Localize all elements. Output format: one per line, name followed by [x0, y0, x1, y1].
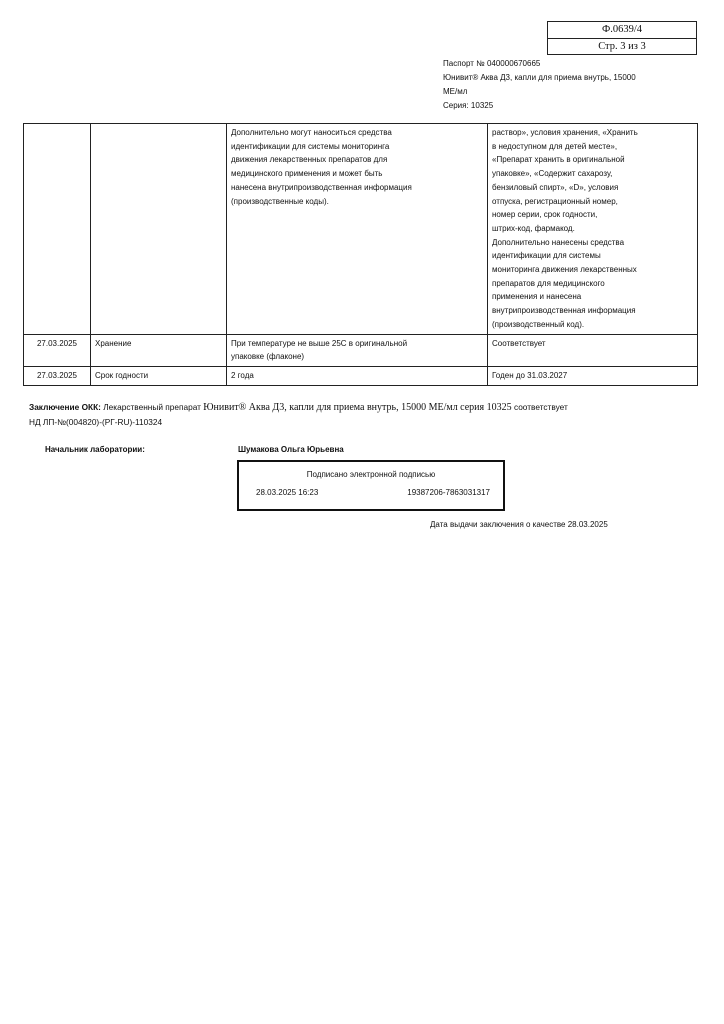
cell-line: раствор», условия хранения, «Хранить [492, 128, 638, 137]
cell-line: Соответствует [492, 338, 546, 348]
requirement-cell [227, 334, 488, 366]
signature-datetime: 28.03.2025 16:23 [256, 488, 319, 497]
form-code-box [547, 21, 697, 55]
cell-line: Годен до 31.03.2027 [492, 370, 568, 380]
cell-line: применения и нанесена [492, 292, 582, 302]
cell-line: упаковке», «Содержит сахарозу, [492, 169, 613, 179]
table-row [24, 334, 698, 366]
conclusion-product: Юнивит® Аква Д3, капли для приема внутрь, 15000 МЕ/мл серия 10325 [203, 402, 512, 413]
series-number: Серия: 10325 [443, 101, 494, 110]
cell-line: мониторинга движения лекарственных [492, 265, 637, 275]
conclusion-text-start: Лекарственный препарат [103, 402, 201, 412]
product-name-line2: МЕ/мл [443, 87, 468, 96]
cell-line: медицинского применения и может быть [231, 169, 383, 179]
cell-line: номер серии, срок годности, [492, 210, 598, 220]
form-code: Ф.0639/4 [601, 24, 643, 35]
cell-line: в недоступном для детей месте», [492, 141, 618, 151]
cell-line: упаковке (флаконе) [231, 352, 305, 362]
result-cell [488, 124, 698, 335]
cell-line: нанесена внутрипроизводственная информация [231, 182, 412, 192]
requirement-cell [227, 366, 488, 385]
conclusion-text-end: соответствует [513, 402, 568, 412]
regulatory-document: НД ЛП-№(004820)-(РГ-RU)-110324 [29, 417, 163, 427]
head-of-lab-label: Начальник лаборатории: [45, 445, 145, 454]
passport-number: Паспорт № 040000670665 [443, 59, 541, 68]
cell-line: идентификации для системы мониторинга [231, 141, 390, 151]
passport-info [443, 57, 653, 113]
cell-line: (производственные коды). [231, 196, 329, 206]
cell-line: Дополнительно нанесены средства [492, 237, 625, 247]
head-of-lab-name: Шумакова Ольга Юрьевна [238, 445, 344, 454]
parameter-cell [91, 124, 227, 335]
cell-line: Дополнительно могут наноситься средства [231, 128, 392, 137]
date-cell [24, 124, 91, 335]
test-results-table [23, 123, 698, 386]
electronic-signature-box [237, 460, 505, 511]
cell-line: «Препарат хранить в оригинальной [492, 155, 625, 165]
signature-id: 19387206-7863031317 [407, 488, 490, 497]
cell-line: внутрипроизводственная информация [492, 306, 636, 316]
cell-line: бензиловый спирт», «D», условия [492, 182, 619, 192]
cell-line: (производственный код). [492, 319, 585, 329]
requirement-cell [227, 124, 488, 335]
cell-line: При температуре не выше 25С в оригинальной [231, 338, 408, 348]
date-cell: 27.03.2025 [24, 334, 91, 366]
cell-line: препаратов для медицинского [492, 278, 605, 288]
signature-title: Подписано электронной подписью [306, 470, 436, 479]
conclusion-label: Заключение ОКК: [29, 402, 101, 412]
table-row [24, 366, 698, 385]
cell-line: 2 года [231, 370, 254, 380]
page-number: Стр. 3 из 3 [548, 38, 696, 55]
qc-conclusion [29, 400, 669, 430]
issue-date: Дата выдачи заключения о качестве 28.03.2025 [430, 520, 608, 529]
cell-line: движения лекарственных препаратов для [231, 155, 388, 165]
table-row [24, 124, 698, 335]
product-name-line1: Юнивит® Аква Д3, капли для приема внутрь, 15000 [443, 73, 636, 82]
date-cell: 27.03.2025 [24, 366, 91, 385]
cell-line: отпуска, регистрационный номер, [492, 196, 618, 206]
parameter-cell: Хранение [91, 334, 227, 366]
cell-line: штрих-код, фармакод. [492, 223, 575, 233]
result-cell [488, 334, 698, 366]
result-cell [488, 366, 698, 385]
cell-line: идентификации для системы [492, 251, 601, 261]
parameter-cell: Срок годности [91, 366, 227, 385]
